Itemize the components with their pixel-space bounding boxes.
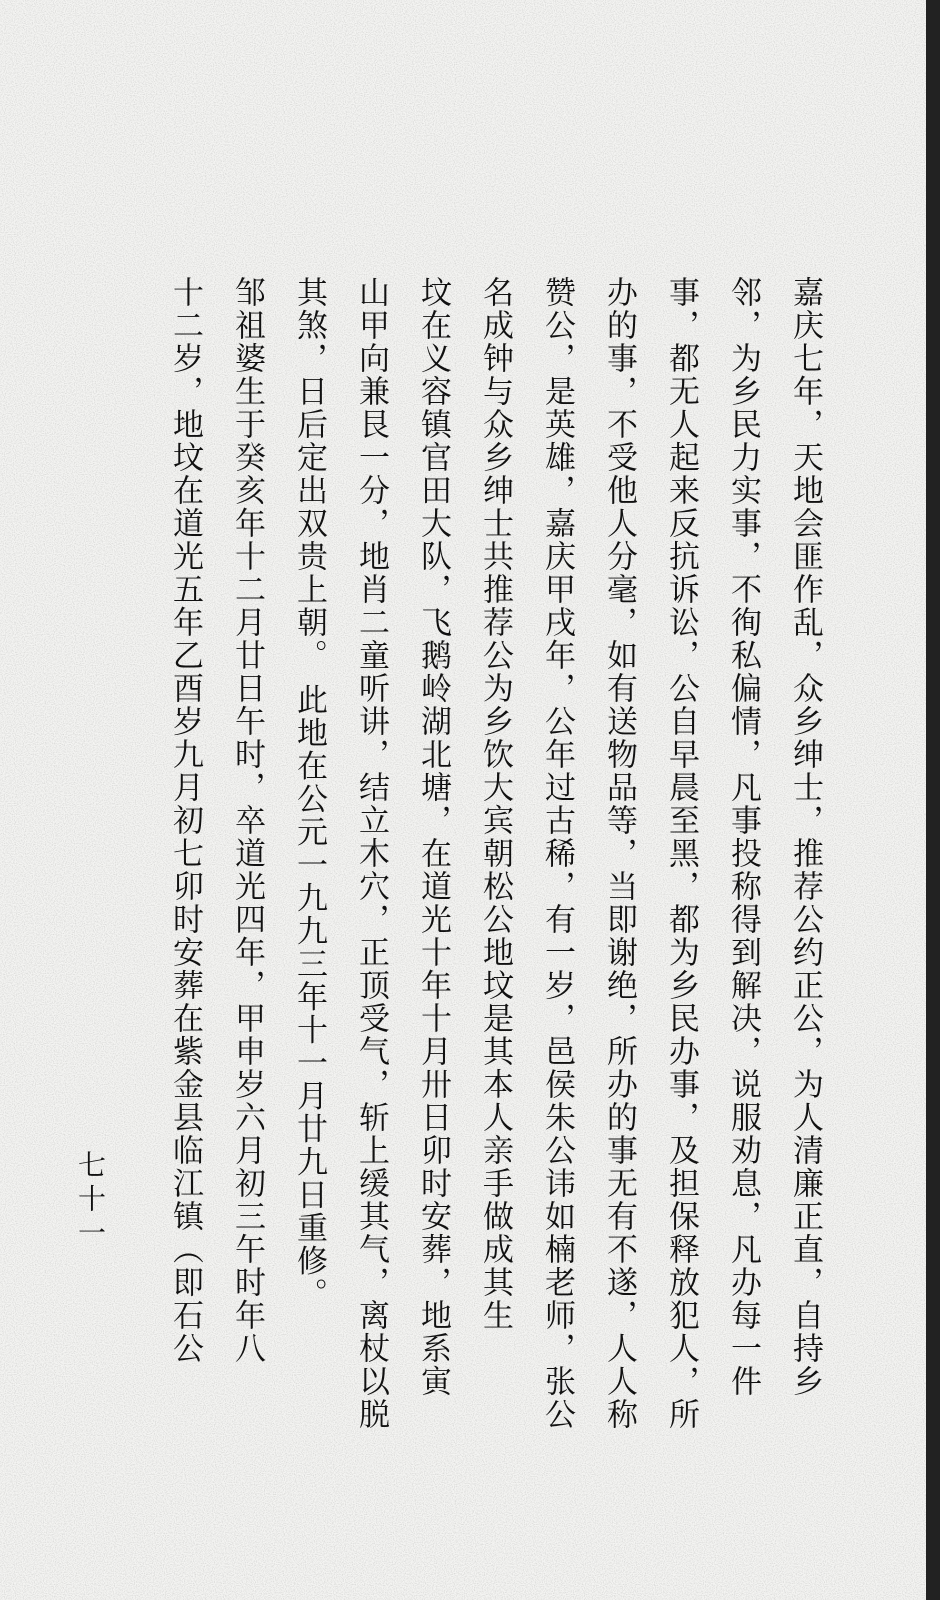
text-column-2: 邻，为乡民力实事，不徇私偏情，凡事投称得到解决，说服劝息，凡办每一件 [725,276,761,1398]
text-column-7: 坟在义容镇官田大队，飞鹅岭湖北塘，在道光十年十月卅日卯时安葬，地系寅 [415,276,451,1398]
text-column-11: 十二岁，地坟在道光五年乙酉岁九月初七卯时安葬在紫金县临江镇（即石公 [167,276,203,1365]
text-column-9: 其煞，日后定出双贵上朝。 此地在公元一九九三年十一月廿九日重修。 [291,276,327,1311]
text-column-1: 嘉庆七年，天地会匪作乱，众乡绅士，推荐公约正公，为人清廉正直，自持乡 [787,276,823,1398]
text-column-5: 赞公，是英雄，嘉庆甲戌年，公年过古稀，有一岁，邑侯朱公讳如楠老师，张公 [539,276,575,1431]
text-column-10: 邹祖婆生于癸亥年十二月廿日午时，卒道光四年，甲申岁六月初三午时年八 [229,276,265,1365]
text-column-4: 办的事，不受他人分毫，如有送物品等，当即谢绝，所办的事无有不遂，人人称 [601,276,637,1431]
vertical-text-block [154,276,836,1431]
text-column-3: 事，都无人起来反抗诉讼，公自早晨至黑，都为乡民办事，及担保释放犯人，所 [663,276,699,1431]
text-column-8: 山甲向兼艮一分，地肖二童听讲，结立木穴，正顶受气，斩上缓其气，离杖以脱 [353,276,389,1431]
text-column-6: 名成钟与众乡绅士共推荐公为乡饮大宾朝松公地坟是其本人亲手做成其生 [477,276,513,1332]
scan-edge [926,0,940,1600]
page-number: 七十一 [74,1150,107,1252]
